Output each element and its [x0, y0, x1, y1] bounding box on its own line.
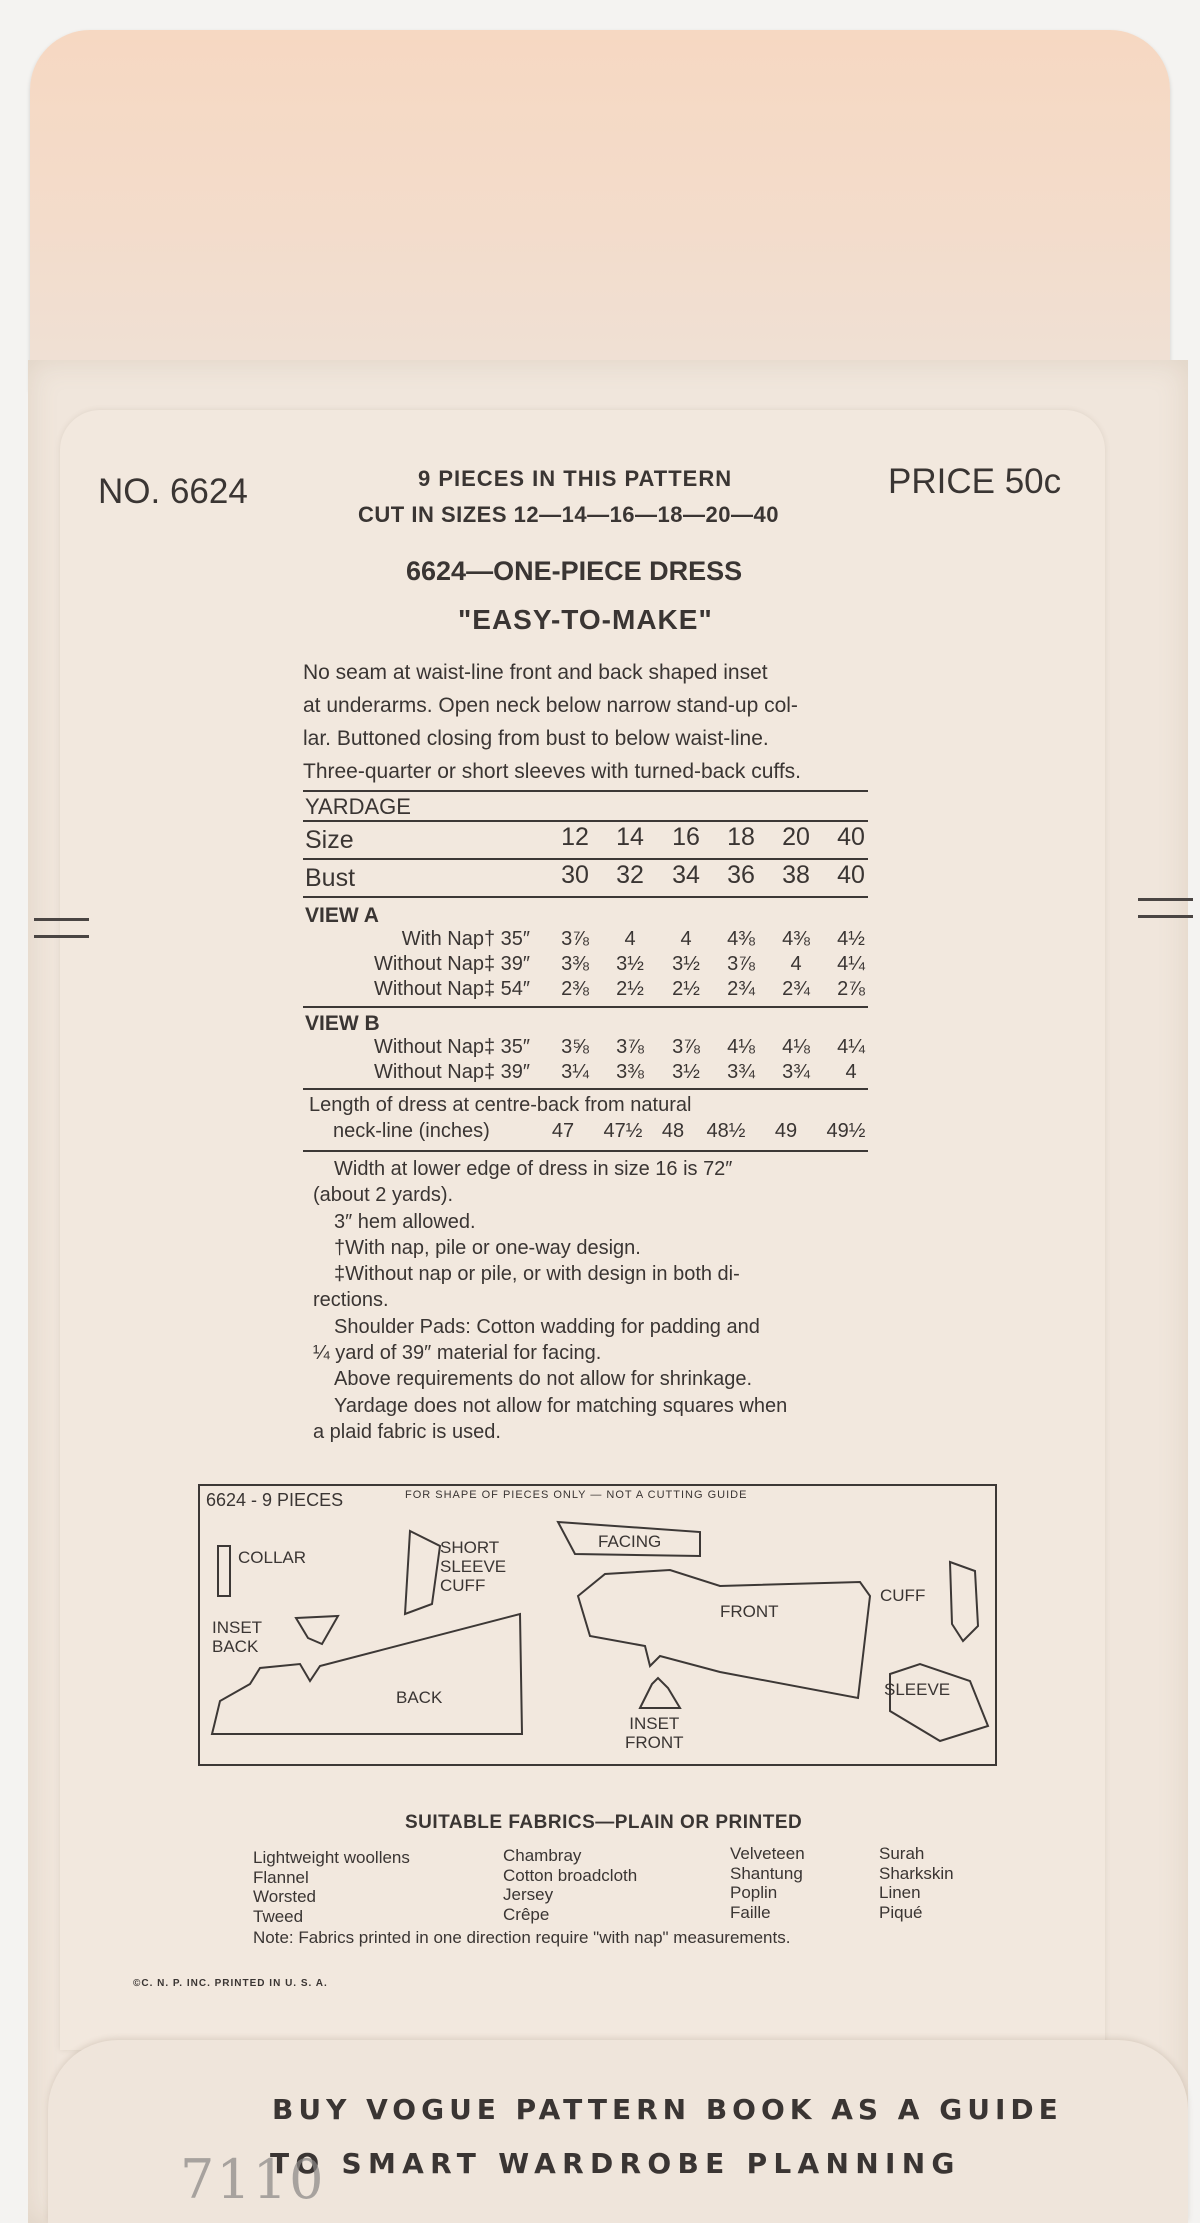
- label-sleeve: SLEEVE: [884, 1680, 951, 1699]
- fabric-item: Lightweight woollens: [253, 1848, 410, 1867]
- label-line: BACK: [212, 1637, 259, 1656]
- view-a-cell: 3½: [616, 953, 644, 975]
- view-a-cell: 3½: [672, 953, 700, 975]
- note-line: rections.: [313, 1289, 389, 1312]
- fabric-item: Linen: [879, 1883, 921, 1902]
- side-mark-left-1: [34, 918, 89, 921]
- label-inset-front: [625, 1714, 684, 1752]
- pattern-pieces-drawing: [200, 1486, 995, 1764]
- view-b-row-label: Without Nap‡ 35″: [373, 1036, 530, 1058]
- label-front: FRONT: [720, 1602, 779, 1621]
- fabric-item: Velveteen: [730, 1844, 805, 1863]
- description-line: lar. Buttoned closing from bust to below waist-line.: [303, 727, 769, 750]
- length-cell: 48½: [706, 1120, 746, 1142]
- bust-cell: 36: [727, 861, 755, 889]
- length-cell: 47: [551, 1120, 575, 1142]
- note-line: (about 2 yards).: [313, 1184, 454, 1207]
- envelope-top-flap: [30, 30, 1170, 390]
- view-b-row-label: Without Nap‡ 39″: [373, 1061, 530, 1083]
- inset-front-piece: [640, 1678, 680, 1708]
- pattern-subtitle: "EASY-TO-MAKE": [458, 604, 713, 635]
- pattern-pieces-diagram: [198, 1484, 997, 1766]
- note-line: Shoulder Pads: Cotton wadding for padding and: [334, 1315, 760, 1338]
- view-a-cell: 2½: [616, 978, 644, 1000]
- size-cell: 40: [837, 823, 865, 851]
- view-a-cell: 4¼: [837, 953, 865, 975]
- bust-cell: 40: [837, 861, 865, 889]
- view-a-cell: 4: [680, 928, 692, 950]
- note-line: Above requirements do not allow for shrinkage.: [334, 1368, 753, 1391]
- rule: [303, 820, 868, 822]
- note-line: ‡Without nap or pile, or with design in both di-: [334, 1263, 740, 1286]
- label-collar: COLLAR: [238, 1548, 307, 1567]
- bust-cell: 34: [672, 861, 700, 889]
- view-a-cell: 2½: [672, 978, 700, 1000]
- length-cell: 47½: [603, 1120, 643, 1142]
- fabrics-title: SUITABLE FABRICS—PLAIN OR PRINTED: [405, 1812, 803, 1833]
- view-a-cell: 2⅜: [561, 978, 589, 1000]
- bust-label: Bust: [305, 864, 356, 892]
- short-sleeve-cuff-piece: [405, 1531, 440, 1614]
- view-a-row-label: Without Nap‡ 39″: [373, 953, 530, 975]
- label-back: BACK: [396, 1688, 443, 1707]
- rule: [303, 1088, 868, 1090]
- view-a-cell: 2⅞: [837, 978, 865, 1000]
- view-a-cell: 4⅜: [782, 928, 810, 950]
- note-line: Width at lower edge of dress in size 16 is 72″: [334, 1158, 733, 1180]
- side-mark-right-1: [1138, 898, 1193, 901]
- view-b-cell: 3⅞: [616, 1036, 644, 1058]
- price: PRICE 50c: [888, 462, 1062, 501]
- rule: [303, 858, 868, 860]
- note-line: a plaid fabric is used.: [313, 1420, 501, 1443]
- side-mark-right-2: [1138, 915, 1193, 918]
- size-cell: 16: [672, 823, 700, 851]
- fabric-item: Crêpe: [503, 1904, 550, 1924]
- fabrics-note: Note: Fabrics printed in one direction require "with nap" measurements.: [253, 1928, 791, 1947]
- view-b-cell: 3½: [672, 1061, 700, 1083]
- view-b-label: VIEW B: [305, 1012, 380, 1035]
- fabric-item: Shantung: [730, 1863, 803, 1883]
- bust-cell: 32: [616, 861, 644, 889]
- vogue-slogan-line-1: BUY VOGUE PATTERN BOOK AS A GUIDE: [272, 2093, 1063, 2126]
- view-b-cell: 4¼: [837, 1036, 865, 1058]
- pattern-title: 6624—ONE-PIECE DRESS: [406, 556, 743, 586]
- view-b-cell: 3¾: [727, 1061, 755, 1083]
- fabric-item: Jersey: [503, 1885, 554, 1904]
- description-line: at underarms. Open neck below narrow stand-up col-: [303, 694, 798, 717]
- size-cell: 18: [727, 823, 755, 851]
- notes: [313, 1156, 883, 1445]
- rule: [303, 1150, 868, 1152]
- diagram-title: 6624 - 9 PIECES: [206, 1490, 344, 1510]
- fabrics-column-1: [253, 1848, 410, 1926]
- length-label-2: neck-line (inches): [333, 1120, 490, 1142]
- fabric-item: Cotton broadcloth: [503, 1865, 638, 1885]
- fabric-item: Sharkskin: [879, 1863, 954, 1883]
- note-line: Yardage does not allow for matching squares when: [334, 1394, 788, 1417]
- side-mark-left-2: [34, 935, 89, 938]
- label-line: CUFF: [440, 1576, 486, 1595]
- view-a-cell: 3⅞: [561, 928, 589, 950]
- label-line: SHORT: [440, 1538, 500, 1557]
- length-cell: 49½: [826, 1120, 866, 1142]
- inset-back-piece: [296, 1616, 338, 1644]
- label-line: INSET: [212, 1618, 263, 1637]
- stamped-number: 7110: [180, 2148, 326, 2211]
- view-a-cell: 3⅜: [561, 953, 589, 975]
- description: [303, 656, 868, 788]
- view-b-cell: 4⅛: [782, 1036, 810, 1058]
- label-inset-back: [212, 1618, 262, 1656]
- fabric-item: Poplin: [730, 1883, 778, 1902]
- view-a-cell: 2¾: [727, 978, 755, 1000]
- yardage-heading: YARDAGE: [305, 794, 411, 819]
- sleeve-piece: [890, 1664, 988, 1741]
- view-a-row-label: Without Nap‡ 54″: [373, 978, 530, 1000]
- fabric-item: Faille: [730, 1902, 771, 1922]
- view-a-cell: 4½: [837, 928, 865, 950]
- size-label: Size: [305, 826, 354, 854]
- fabric-item: Surah: [879, 1844, 925, 1863]
- size-cell: 20: [782, 823, 810, 851]
- fabric-item: Flannel: [253, 1867, 309, 1887]
- bust-cell: 38: [782, 861, 810, 889]
- fabrics-column-3: [730, 1844, 805, 1922]
- label-short-sleeve-cuff: [440, 1538, 506, 1595]
- rule: [303, 1006, 868, 1008]
- note-line: 3″ hem allowed.: [334, 1210, 476, 1233]
- description-line: Three-quarter or short sleeves with turned-back cuffs.: [303, 760, 802, 783]
- size-cell: 14: [616, 823, 644, 851]
- label-line: INSET: [629, 1714, 680, 1733]
- note-line: †With nap, pile or one-way design.: [334, 1236, 641, 1259]
- cut-sizes: CUT IN SIZES 12—14—16—18—20—40: [358, 502, 779, 527]
- view-b-cell: 4⅛: [727, 1036, 755, 1058]
- label-facing: FACING: [598, 1532, 662, 1551]
- view-a-cell: 4: [624, 928, 636, 950]
- view-a-cell: 2¾: [782, 978, 810, 1000]
- view-a-cell: 4⅜: [727, 928, 755, 950]
- bust-cell: 30: [561, 861, 589, 889]
- label-line: SLEEVE: [440, 1557, 507, 1576]
- description-line: No seam at waist-line front and back shaped inset: [303, 661, 768, 684]
- fabric-item: Worsted: [253, 1887, 316, 1906]
- copyright: ©C. N. P. INC. PRINTED IN U. S. A.: [133, 1978, 328, 1989]
- view-a-cell: 4: [790, 953, 802, 975]
- note-line: ¼ yard of 39″ material for facing.: [313, 1342, 602, 1365]
- view-a-cell: 3⅞: [727, 953, 755, 975]
- fabric-item: Tweed: [253, 1906, 304, 1926]
- view-b-cell: 4: [845, 1061, 857, 1083]
- view-b-cell: 3⅞: [672, 1036, 700, 1058]
- view-a-row-label: With Nap† 35″: [401, 928, 530, 950]
- view-b-cell: 3¼: [561, 1061, 589, 1083]
- rule: [303, 896, 868, 898]
- length-label: Length of dress at centre-back from natural: [309, 1094, 692, 1116]
- size-cell: 12: [561, 823, 589, 851]
- label-line: FRONT: [625, 1733, 684, 1752]
- fabric-item: Chambray: [503, 1846, 582, 1865]
- length-cell: 48: [661, 1120, 685, 1142]
- vogue-slogan-line-2: TO SMART WARDROBE PLANNING: [270, 2147, 961, 2180]
- rule: [303, 790, 868, 792]
- front-piece: [578, 1570, 870, 1698]
- view-b-cell: 3⅝: [561, 1036, 589, 1058]
- pieces-count: 9 PIECES IN THIS PATTERN: [418, 466, 733, 491]
- fabrics-column-2: [503, 1846, 637, 1924]
- cuff-piece: [950, 1562, 978, 1641]
- length-cell: 49: [774, 1120, 798, 1142]
- view-b-cell: 3⅜: [616, 1061, 644, 1083]
- fabric-item: Piqué: [879, 1902, 923, 1922]
- fabrics-column-4: [879, 1844, 954, 1922]
- collar-piece: [218, 1546, 230, 1596]
- view-b-cell: 3¾: [782, 1061, 810, 1083]
- diagram-subtitle: FOR SHAPE OF PIECES ONLY — NOT A CUTTING GUIDE: [405, 1489, 748, 1501]
- view-a-label: VIEW A: [305, 904, 379, 927]
- pattern-number: NO. 6624: [98, 472, 248, 511]
- label-cuff: CUFF: [880, 1586, 926, 1605]
